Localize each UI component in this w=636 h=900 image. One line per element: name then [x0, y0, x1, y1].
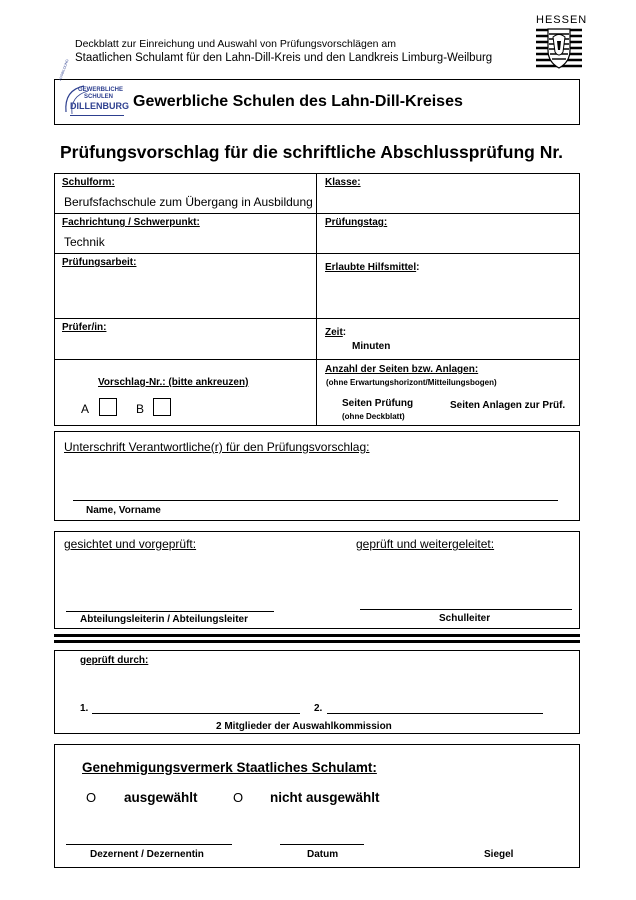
anzahl-label: Anzahl der Seiten bzw. Anlagen:	[325, 364, 479, 375]
option-nicht-ausgewaehlt: nicht ausgewählt	[270, 790, 380, 805]
option-b-checkbox[interactable]	[153, 398, 171, 416]
form-row-divider	[54, 318, 580, 319]
klasse-label: Klasse:	[325, 177, 361, 188]
form-row-divider	[54, 253, 580, 254]
hessen-crest-icon	[536, 28, 582, 70]
circle-option-2[interactable]: O	[233, 790, 244, 805]
commission-item-2: 2.	[314, 703, 323, 714]
circle-option-1[interactable]: O	[86, 790, 97, 805]
review-left-caption: Abteilungsleiterin / Abteilungsleiter	[80, 614, 248, 625]
hilfsmittel-label-group	[325, 257, 419, 275]
pruefungsarbeit-label: Prüfungsarbeit:	[62, 257, 137, 268]
school-logo	[58, 58, 129, 122]
form-divider-vertical	[316, 173, 317, 426]
review-right-caption: Schulleiter	[439, 613, 491, 624]
option-ausgewaehlt: ausgewählt	[124, 790, 198, 805]
review-right-signature-line[interactable]	[360, 609, 572, 610]
anzahl-subtext: (ohne Erwartungshorizont/Mitteilungsbogen)	[326, 378, 497, 387]
option-a-label: A	[81, 402, 90, 416]
signature-line[interactable]	[73, 500, 558, 501]
fachrichtung-label: Fachrichtung / Schwerpunkt:	[62, 217, 200, 228]
dezernent-signature-line[interactable]	[66, 844, 232, 845]
logo-arc-text: AUSBILDUNG	[58, 58, 70, 82]
pruefungstag-label: Prüfungstag:	[325, 217, 388, 228]
ohne-deckblatt-label: (ohne Deckblatt)	[342, 412, 405, 421]
option-a-checkbox[interactable]	[99, 398, 117, 416]
zeit-label-group	[325, 322, 346, 340]
page-title: Prüfungsvorschlag für die schriftliche Abschlussprüfung Nr.	[60, 142, 564, 162]
logo-line-2: SCHULEN	[84, 94, 114, 100]
header-line-1: Deckblatt zur Einreichung und Auswahl von Prüfungsvorschlägen am	[75, 38, 397, 50]
option-b-label: B	[136, 402, 145, 416]
name-caption: Name, Vorname	[86, 505, 161, 516]
siegel-caption: Siegel	[484, 849, 514, 860]
logo-line-1: GEWERBLICHE	[78, 87, 123, 93]
pruefer-label: Prüfer/in:	[62, 322, 107, 333]
fachrichtung-value[interactable]: Technik	[64, 235, 105, 249]
dezernent-caption: Dezernent / Dezernentin	[90, 849, 204, 860]
seiten-anlagen-label: Seiten Anlagen zur Prüf.	[450, 400, 566, 411]
review-left-signature-line[interactable]	[66, 611, 274, 612]
commission-item-1: 1.	[80, 703, 89, 714]
school-name: Gewerbliche Schulen des Lahn-Dill-Kreises	[133, 93, 463, 110]
datum-caption: Datum	[307, 849, 339, 860]
signature-label: Unterschrift Verantwortliche(r) für den Prüfungsvorschlag:	[64, 440, 370, 454]
form-table	[54, 173, 580, 426]
logo-line-3: DILLENBURG	[70, 101, 129, 111]
commission-label: geprüft durch:	[80, 655, 149, 666]
vorschlag-label: Vorschlag-Nr.: (bitte ankreuzen)	[98, 377, 249, 388]
commission-line-1[interactable]	[92, 713, 300, 714]
schulform-value[interactable]: Berufsfachschule zum Übergang in Ausbildung	[64, 195, 313, 209]
zeit-colon: :	[342, 327, 347, 338]
separator-line-top	[54, 634, 580, 637]
review-left-label: gesichtet und vorgeprüft:	[64, 537, 197, 551]
seiten-pruefung-label: Seiten Prüfung	[342, 398, 414, 409]
header-line-2: Staatlichen Schulamt für den Lahn-Dill-Kreis und den Landkreis Limburg-Weilburg	[75, 52, 493, 64]
schulform-label: Schulform:	[62, 177, 115, 188]
separator-line-bottom	[54, 640, 580, 643]
review-right-label: geprüft und weitergeleitet:	[356, 537, 495, 551]
state-name: HESSEN	[536, 14, 588, 26]
hilfsmittel-label: Erlaubte Hilfsmittel	[325, 262, 417, 273]
hilfsmittel-colon: :	[416, 262, 420, 273]
datum-line[interactable]	[280, 844, 364, 845]
commission-caption: 2 Mitglieder der Auswahlkommission	[216, 721, 392, 732]
commission-line-2[interactable]	[327, 713, 543, 714]
approval-title: Genehmigungsvermerk Staatliches Schulamt:	[82, 760, 377, 775]
minuten-label: Minuten	[352, 341, 391, 352]
form-row-divider	[54, 359, 580, 360]
zeit-label: Zeit	[325, 327, 343, 338]
form-row-divider	[54, 213, 580, 214]
